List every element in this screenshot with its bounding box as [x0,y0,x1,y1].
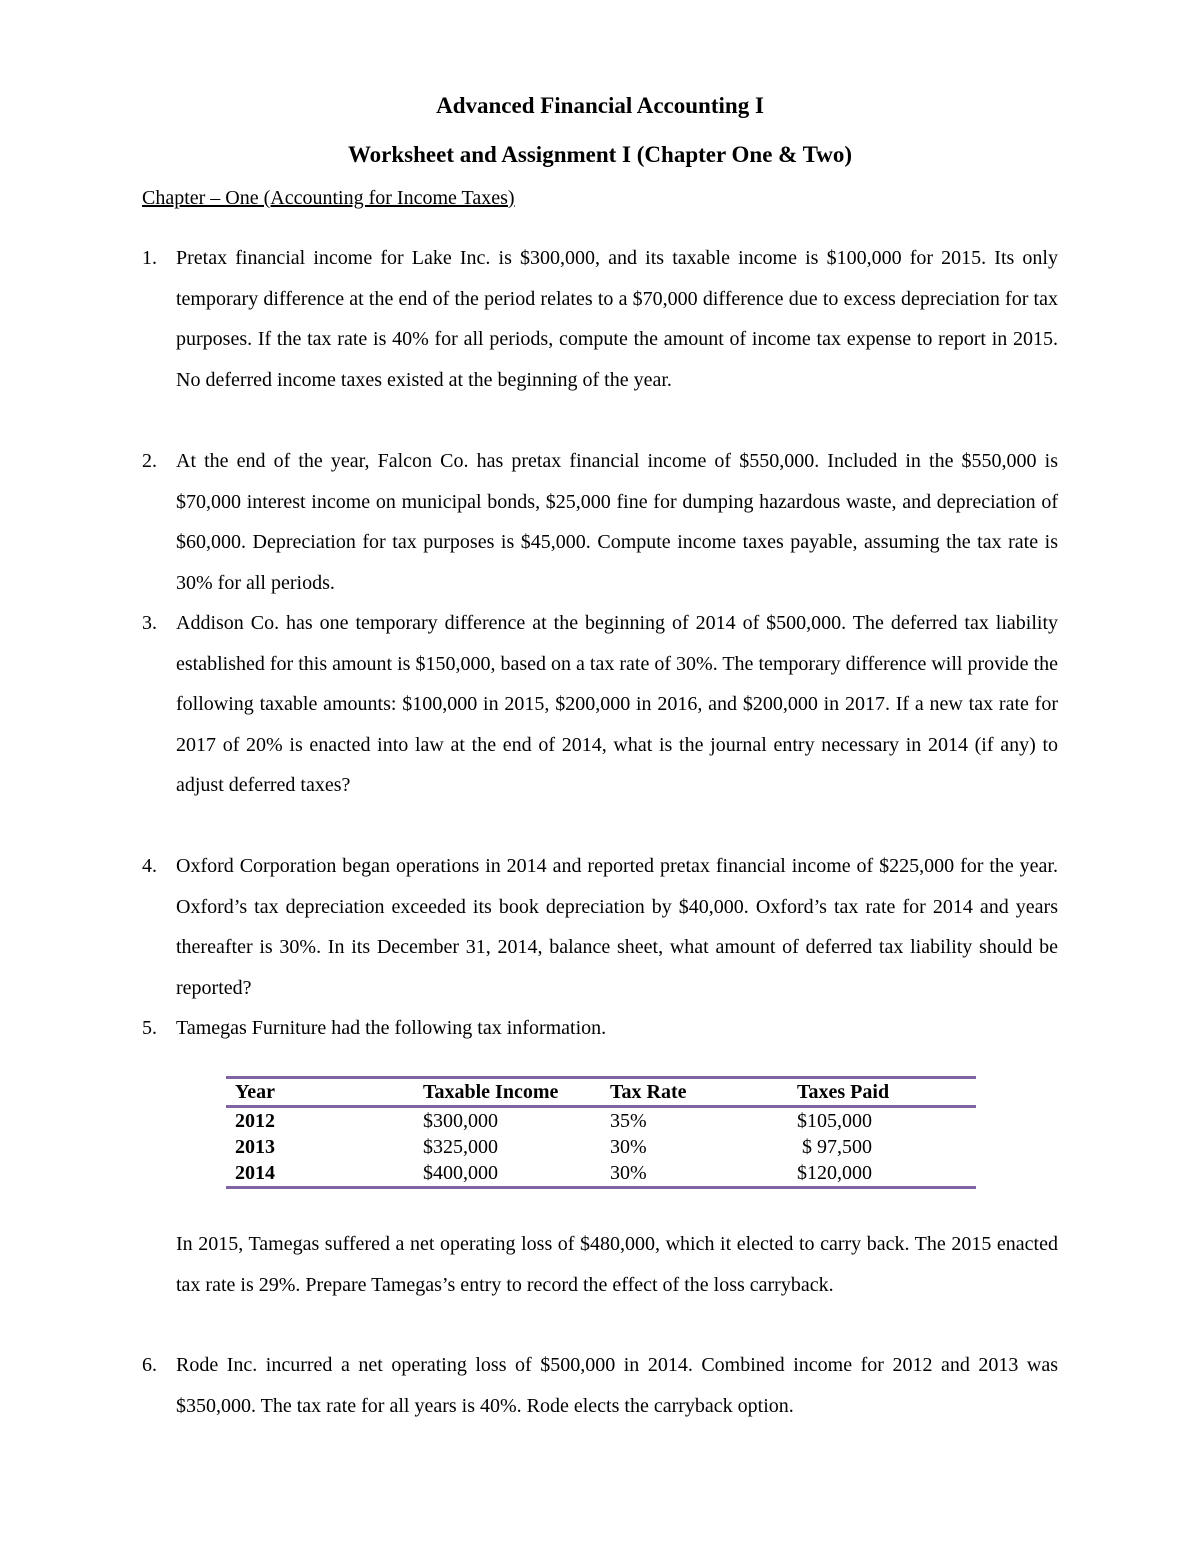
question-text: Tamegas Furniture had the following tax information. [176,1017,607,1039]
tax-rate-cell: 35% [610,1110,647,1132]
year-cell: 2012 [235,1110,275,1132]
table-row [226,1160,976,1188]
taxes-paid-cell: $105,000 [797,1110,872,1132]
column-header: Year [226,1078,414,1107]
question-4 [142,846,1058,1008]
tax-rate-cell: 30% [610,1162,647,1184]
tax-rate-cell: 30% [610,1136,647,1158]
question-number: 6. [142,1354,157,1376]
column-header: Tax Rate [601,1078,788,1107]
taxes-paid-cell: $ 97,500 [797,1136,872,1158]
year-cell: 2013 [235,1136,275,1158]
question-text: At the end of the year, Falcon Co. has pretax financial income of $550,000. Included in the $550,000 is $70,000 interest income on municipal bonds, $25,000 fine for dumping hazardous waste, and depreciation of $60,000. Depreciation for tax purposes is $45,000. Compute income taxes payable, assuming the tax rate is 30% for all periods. [176,450,1058,594]
taxes-paid-cell: $120,000 [797,1162,872,1184]
question-number: 3. [142,612,157,634]
question-number: 1. [142,247,157,269]
taxable-income-cell: $325,000 [423,1136,498,1158]
question-1 [142,238,1058,400]
question-text: Pretax financial income for Lake Inc. is $300,000, and its taxable income is $100,000 for 2015. Its only temporary difference at the end of the period relates to a $70,000 difference due to excess depreciation for tax purposes. If the tax rate is 40% for all periods, compute the amount of income tax expense to report in 2015. No deferred income taxes existed at the beginning of the year. [176,247,1058,391]
question-number: 2. [142,450,157,472]
column-header: Taxable Income [414,1078,601,1107]
document-subtitle: Worksheet and Assignment I (Chapter One & Two) [347,142,853,167]
document-title: Advanced Financial Accounting I [436,93,764,118]
question-5-followup: In 2015, Tamegas suffered a net operating loss of $480,000, which it elected to carry back. The 2015 enacted tax rate is 29%. Prepare Tamegas’s entry to record the effect of the loss carryback. [176,1233,1058,1296]
taxable-income-cell: $400,000 [423,1162,498,1184]
question-number: 5. [142,1017,157,1039]
table-row [226,1107,976,1135]
year-cell: 2014 [235,1162,275,1184]
taxable-income-cell: $300,000 [423,1110,498,1132]
question-text: Oxford Corporation began operations in 2014 and reported pretax financial income of $225,000 for the year. Oxford’s tax depreciation exceeded its book depreciation by $40,000. Oxford’s tax rate for 2014 and years thereafter is 30%. In its December 31, 2014, balance sheet, what amount of deferred tax liability should be reported? [176,855,1058,999]
question-6 [142,1345,1058,1426]
question-number: 4. [142,855,157,877]
question-text: Addison Co. has one temporary difference at the beginning of 2014 of $500,000. The deferred tax liability established for this amount is $150,000, based on a tax rate of 30%. The temporary difference will provide the following taxable amounts: $100,000 in 2015, $200,000 in 2016, and $200,000 in 2017. If a new tax rate for 2017 of 20% is enacted into law at the end of 2014, what is the journal entry necessary in 2014 (if any) to adjust deferred taxes? [176,612,1058,797]
question-5 [142,1008,1058,1049]
question-2 [142,441,1058,603]
table-row [226,1134,976,1160]
chapter-heading: Chapter – One (Accounting for Income Taxes) [142,187,515,209]
question-3 [142,603,1058,806]
question-text: Rode Inc. incurred a net operating loss of $500,000 in 2014. Combined income for 2012 and 2013 was $350,000. The tax rate for all years is 40%. Rode elects the carryback option. [176,1354,1058,1417]
column-header: Taxes Paid [788,1078,976,1107]
table-header-row [226,1078,976,1107]
tax-info-table [226,1076,976,1189]
